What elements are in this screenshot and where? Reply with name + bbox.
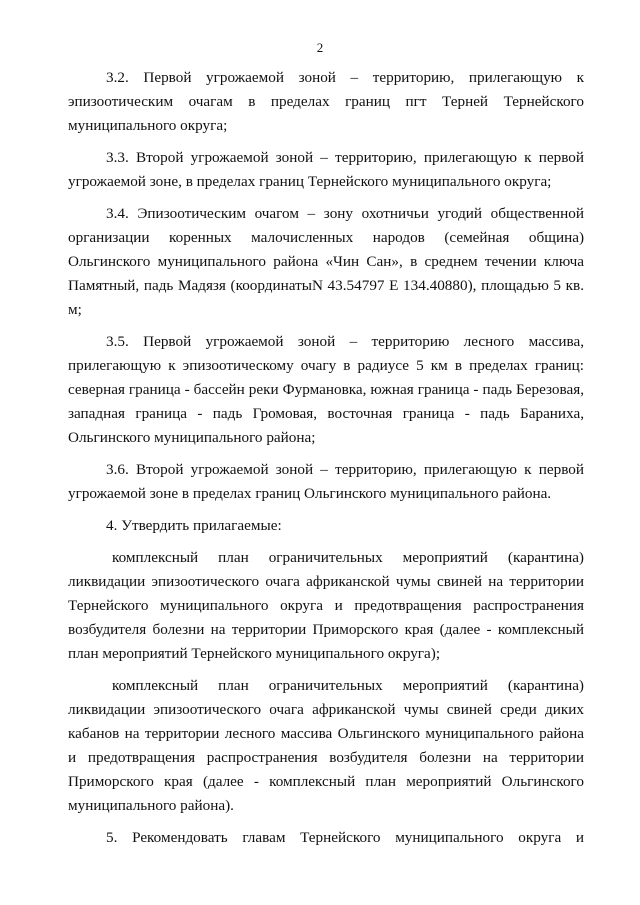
paragraph-3-6-second-threatened-zone-olginsky: 3.6. Второй угрожаемой зоной – территорию, прилегающую к первой угрожаемой зоне в пределах границ Ольгинского муниципального района. [68, 461, 584, 502]
paragraph-3-5-first-threatened-zone-forest: 3.5. Первой угрожаемой зоной – территорию лесного массива, прилегающую к эпизоотическому очагу в радиусе 5 км в пределах границ: северная граница - бассейн реки Фурмановка, южная граница - падь Березовая, западная граница - падь Громовая, восточная граница - падь Бараниха, Ольгинского муниципального района; [68, 333, 584, 446]
document-body [68, 66, 584, 858]
paragraph-3-4-epizootic-focus: 3.4. Эпизоотическим очагом – зону охотничьи угодий общественной организации коренных малочисленных народов (семейная община) Ольгинского муниципального района «Чин Сан», в среднем течении ключа Памятный, падь Мадязя (координатыN 43.54797 E 134.40880), площадью 5 кв. м; [68, 205, 584, 318]
paragraph-3-2-first-threatened-zone: 3.2. Первой угрожаемой зоной – территорию, прилегающую к эпизоотическим очагам в пределах границ пгт Терней Тернейского муниципального округа; [68, 69, 584, 134]
paragraph-plan-olginsky: комплексный план ограничительных мероприятий (карантина) ликвидации эпизоотического очага африканской чумы свиней среди диких кабанов на территории лесного массива Ольгинского муниципального района и предотвращения распространения возбудителя болезни на территории Приморского края (далее - комплексный план мероприятий Ольгинского муниципального района). [68, 677, 584, 814]
paragraph-plan-terneysky: комплексный план ограничительных мероприятий (карантина) ликвидации эпизоотического очага африканской чумы свиней на территории Тернейского муниципального округа и предотвращения распространения возбудителя болезни на территории Приморского края (далее - комплексный план мероприятий Тернейского муниципального округа); [68, 549, 584, 662]
paragraph-5-recommend: 5. Рекомендовать главам Тернейского муниципального округа и [106, 829, 584, 846]
paragraph-4-approve: 4. Утвердить прилагаемые: [106, 517, 282, 534]
paragraph-3-3-second-threatened-zone: 3.3. Второй угрожаемой зоной – территорию, прилегающую к первой угрожаемой зоне, в пределах границ Тернейского муниципального округа; [68, 149, 584, 190]
page-number: 2 [316, 40, 324, 55]
